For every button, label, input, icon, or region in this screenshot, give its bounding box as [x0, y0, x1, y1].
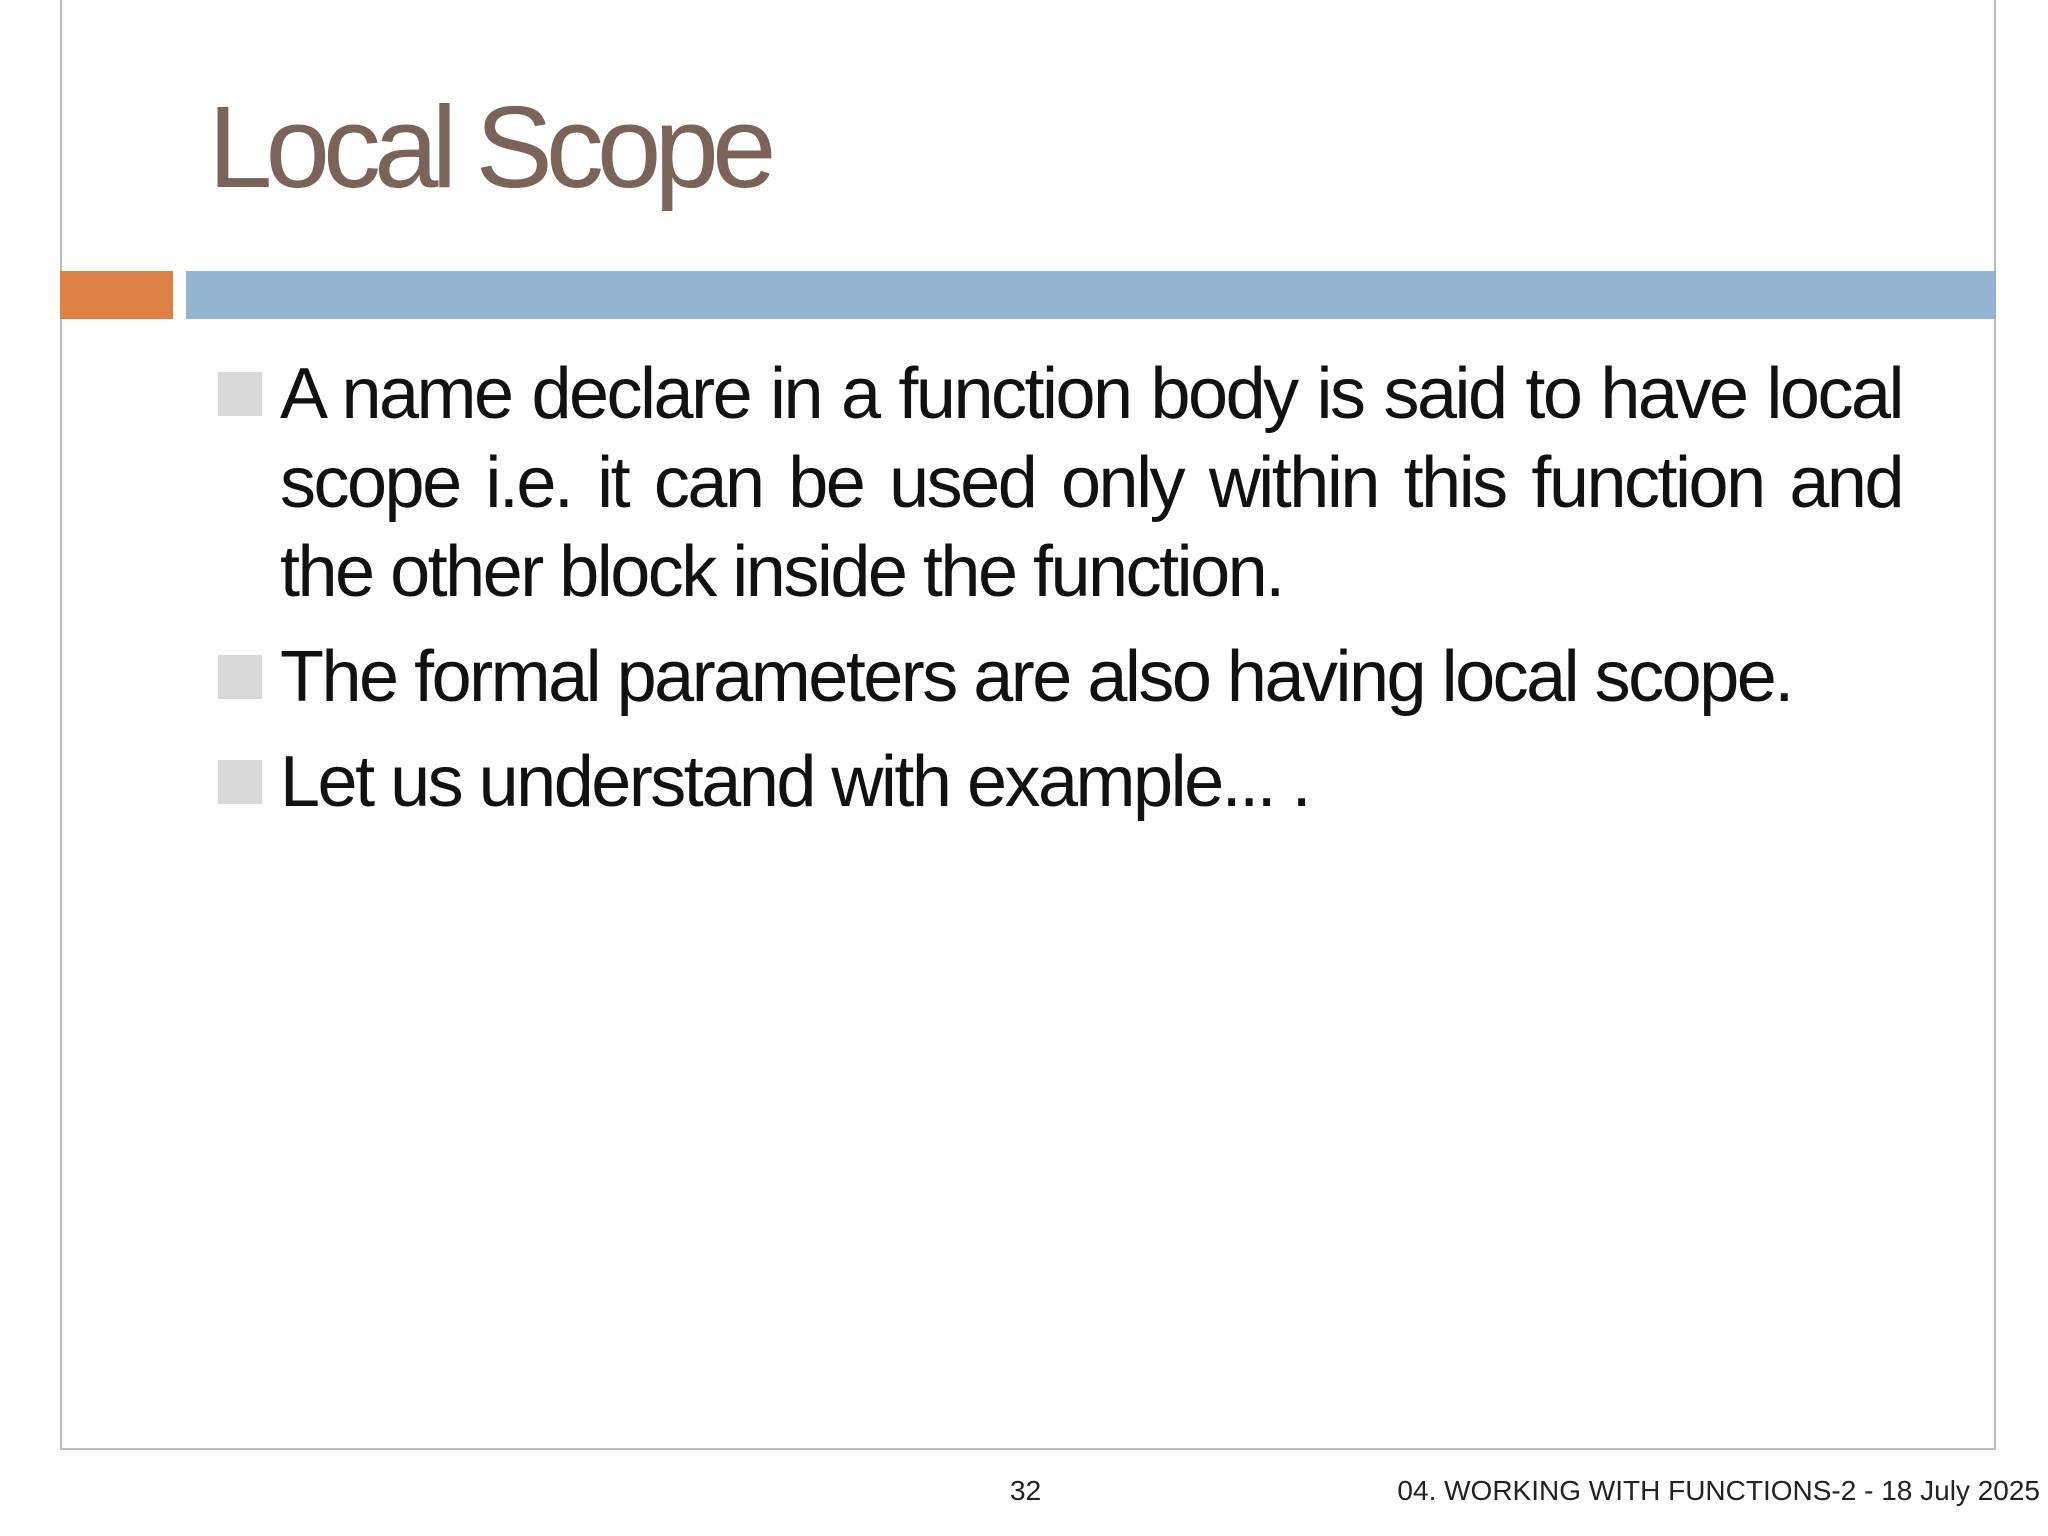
title-accent-blue-bar: [186, 271, 1996, 319]
footer-deck-label: 04. WORKING WITH FUNCTIONS-2 - 18 July 2025: [1397, 1475, 2040, 1506]
page-number: 32: [1010, 1475, 1042, 1506]
square-bullet-icon: [218, 760, 262, 804]
bullet-item-3: [218, 738, 1902, 827]
square-bullet-icon: [218, 372, 262, 416]
bullet-item-1: [218, 350, 1902, 617]
bullet-text-3: Let us understand with example... .: [280, 742, 1310, 822]
bullet-list: [218, 350, 1902, 843]
bullet-text-1: A name declare in a function body is said to have local scope i.e. it can be used only within this function and the other block inside the function.: [280, 354, 1902, 612]
bullet-item-2: [218, 633, 1902, 722]
bullet-text-2: The formal parameters are also having local scope.: [280, 637, 1792, 717]
slide-title: Local Scope: [208, 82, 770, 212]
title-accent-orange-bar: [60, 271, 173, 319]
square-bullet-icon: [218, 655, 262, 699]
